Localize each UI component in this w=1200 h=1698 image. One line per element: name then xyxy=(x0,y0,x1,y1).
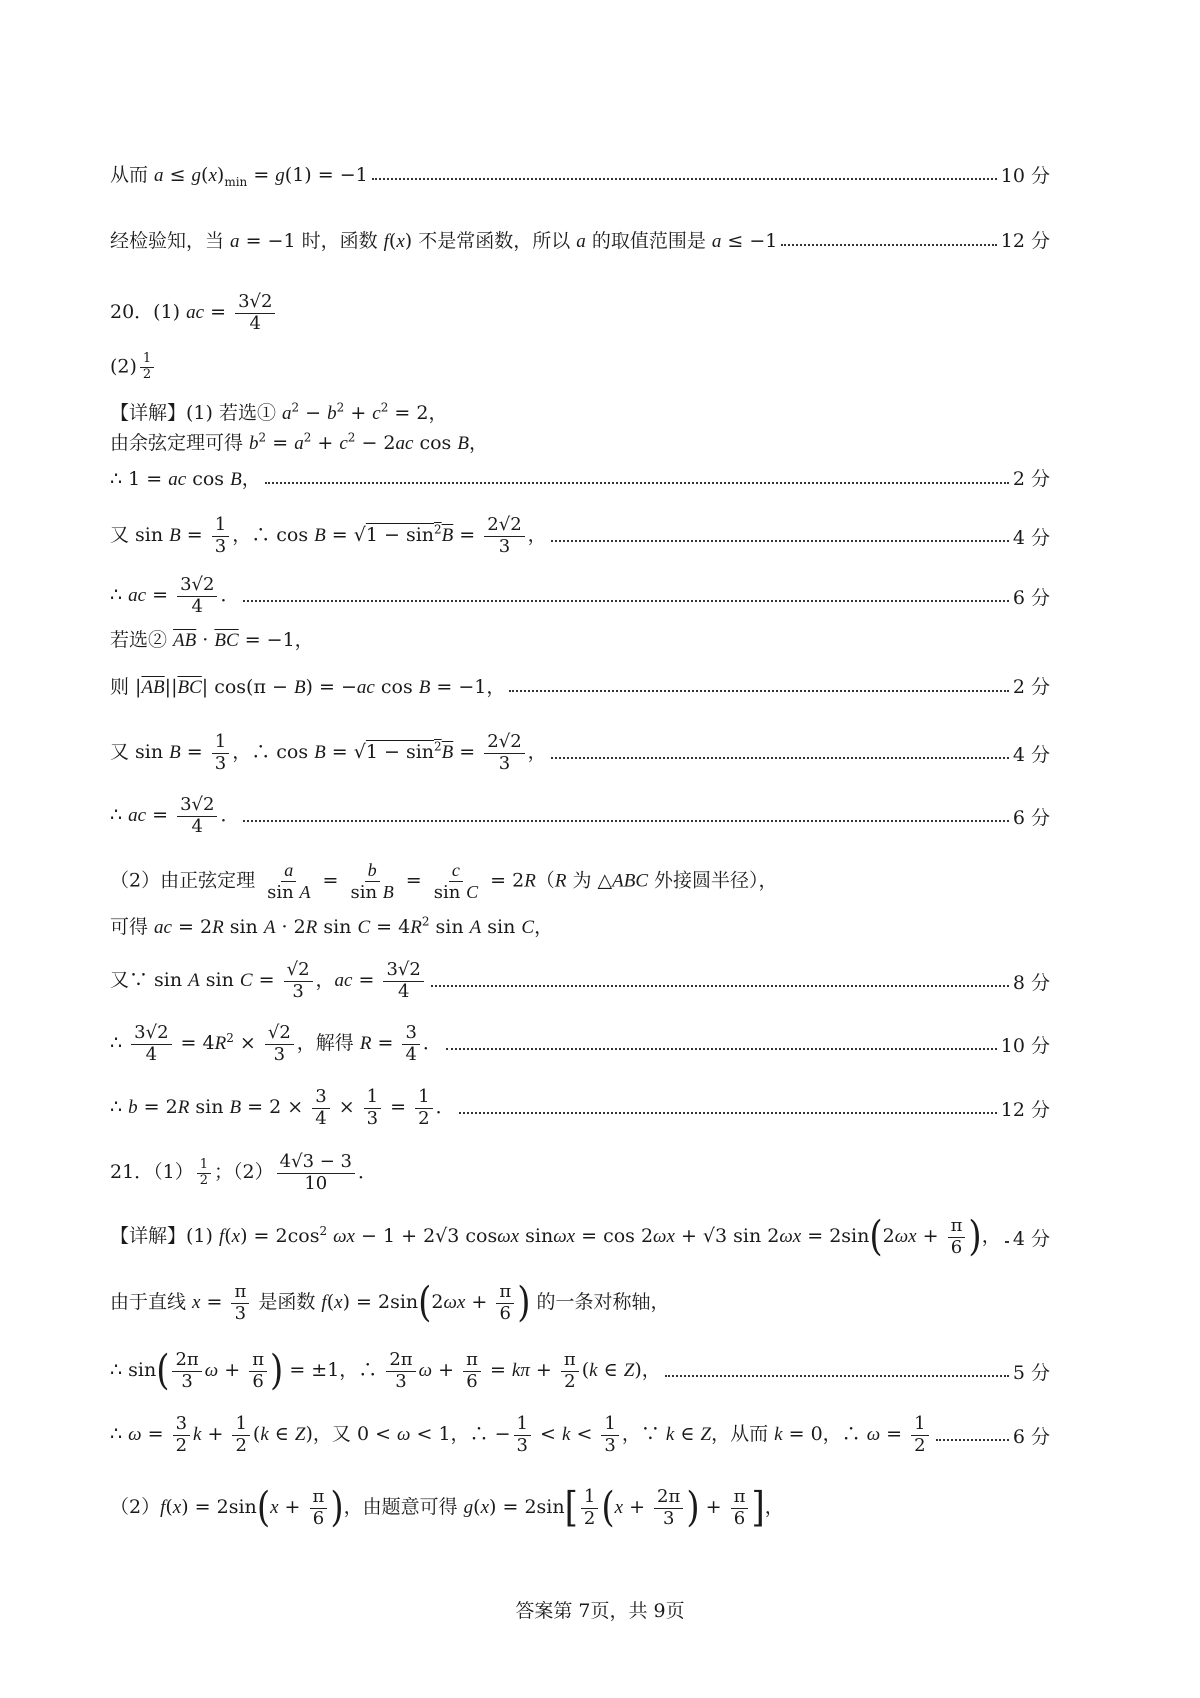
line-text: 由于直线 x = $\frac{\pi}{3}$ 是函数 f(x) = 2sin(2ωx + $\frac{\pi}{6}$ ) 的一条对称轴， xyxy=(110,1279,670,1328)
line-text: 则 $|\overline{AB}||\overline{BC}|$ cos(π − B) = −ac cos B = −1， xyxy=(110,676,506,698)
solution-line xyxy=(110,1213,1050,1262)
leader-dots xyxy=(431,985,1009,987)
solution-line xyxy=(110,732,1050,774)
solution-line xyxy=(110,160,1050,189)
leader-dots xyxy=(265,482,1009,484)
score-label: 12 分 xyxy=(1000,230,1050,252)
score-label: 8 分 xyxy=(1012,971,1050,994)
line-text: 20．(1) ac = $\frac{3√2}{4}$ xyxy=(110,292,278,334)
score-label: 6 分 xyxy=(1012,1425,1050,1448)
solution-line xyxy=(110,625,1050,652)
leader-dots xyxy=(459,1112,997,1114)
score-label: 2 分 xyxy=(1012,676,1050,698)
leader-dots xyxy=(243,600,1008,602)
line-text: ∴ ω = $\frac{3}{2}$ k + $\frac{1}{2}$ (k ∈ Z)，又 0 < ω < 1，∴ − $\frac{1}{3}$ < k < $\frac{1}{3}$ ，∵ k ∈ Z，从而 k = 0，∴ ω = $\frac{1}{2}$ xyxy=(110,1414,932,1456)
line-text: 又 sin B = $\frac{1}{3}$ ，∴ $\cos B = √1 - \sin^2B$ = $\frac{2√2}{3}$ ， xyxy=(110,514,547,557)
solution-line xyxy=(110,575,1050,617)
solution-line xyxy=(110,912,1050,939)
solution-line xyxy=(110,1484,1050,1533)
score-label: 10 分 xyxy=(1000,164,1050,187)
solution-line xyxy=(110,860,1050,903)
solution-line xyxy=(110,1087,1050,1129)
solution-line xyxy=(110,398,1050,425)
solution-line xyxy=(110,672,1050,699)
line-text: （2）f(x) = 2sin(x + $\frac{\pi}{6}$ )，由题意可得 g(x) = 2sin[ $\frac{1}{2}$ (x + $\frac{2\pi}{3}$ ) + $\frac{\pi}{6}$ ]， xyxy=(110,1484,784,1533)
line-text: 经检验知，当 a = −1 时，函数 f(x) 不是常函数，所以 a 的取值范围是 a ≤ −1 xyxy=(110,230,778,252)
leader-dots xyxy=(936,1439,1009,1441)
leader-dots xyxy=(243,820,1008,822)
score-label: 12 分 xyxy=(1000,1098,1050,1121)
solution-line xyxy=(110,1279,1050,1328)
line-text: 可得 ac = 2R sin A · 2R $\sin C = 4R^2$ sin A sin C， xyxy=(110,914,554,938)
solution-line xyxy=(110,464,1050,491)
solution-line xyxy=(110,226,1050,253)
score-label: 6 分 xyxy=(1012,586,1050,609)
line-text: ∴ 1 = ac cos B， xyxy=(110,468,261,490)
score-label: 6 分 xyxy=(1012,806,1050,829)
solution-line xyxy=(110,1023,1050,1065)
leader-dots xyxy=(509,690,1008,692)
line-text: 由余弦定理可得 $b^2 = a^2 + c^2 - 2ac$ cos B， xyxy=(110,430,488,454)
score-label: 4 分 xyxy=(1012,526,1050,549)
score-label: 4 分 xyxy=(1012,1227,1050,1250)
line-text: (2) $\frac{1}{2}$ xyxy=(110,352,157,383)
line-text: 21．（1） $\frac{1}{2}$ ；（2） $\frac{4√3 - 3}{10}$ ． xyxy=(110,1151,378,1194)
leader-dots xyxy=(781,244,996,246)
solution-line xyxy=(110,1414,1050,1456)
line-text: （2）由正弦定理 $\frac{a}{\text{sin A}}$ = $\frac{b}{\text{sin B}}$ = $\frac{c}{\text{sin C}}$ = 2R（R 为 △ABC 外接圆半径）， xyxy=(110,860,778,903)
solution-line xyxy=(110,352,1050,383)
page-footer: 答案第 7页，共 9页 xyxy=(515,1600,685,1622)
line-text: ∴ ac = $\frac{3√2}{4}$ ． xyxy=(110,794,240,837)
score-label: 10 分 xyxy=(1000,1034,1050,1057)
solution-line xyxy=(110,960,1050,1002)
score-label: 4 分 xyxy=(1012,743,1050,766)
line-text: ∴ ac = $\frac{3√2}{4}$ ． xyxy=(110,574,240,617)
line-text: 又∵ sin A sin C = $\frac{√2}{3}$ ，ac = $\frac{3√2}{4}$ xyxy=(110,960,427,1002)
leader-dots xyxy=(446,1048,997,1050)
line-text: 从而 $a \le g(x)_{min} = g(1) = -1$ xyxy=(110,164,368,189)
line-text: 【详解】(1) $f(x) = 2\cos^2$ ωx − 1 + 2√3 cosωx sinωx = cos 2ωx + √3 sin 2ωx = 2sin(2ωx + $\frac{\pi}{6}$ )， xyxy=(110,1213,1001,1262)
leader-dots xyxy=(665,1375,1009,1377)
line-text: 又 sin B = $\frac{1}{3}$ ，∴ $\cos B = √1 - \sin^2B$ = $\frac{2√2}{3}$ ， xyxy=(110,731,547,774)
score-label: 2 分 xyxy=(1012,468,1050,490)
solution-line xyxy=(110,292,1050,334)
solution-line xyxy=(110,1347,1050,1396)
line-text: 若选② $\overline{AB} \cdot \overline{BC} = -1$， xyxy=(110,629,314,651)
leader-dots xyxy=(1005,1241,1009,1243)
line-text: 【详解】(1) 若选① $a^2 - b^2 + c^2 = 2$， xyxy=(110,400,448,424)
line-text: ∴ sin( $\frac{2\pi}{3}$ ω + $\frac{\pi}{6}$ ) = ±1，∴ $\frac{2\pi}{3}$ ω + $\frac{\pi}{6}$ = kπ + $\frac{\pi}{2}$ (k ∈ Z)， xyxy=(110,1347,661,1396)
leader-dots xyxy=(551,540,1009,542)
solution-line xyxy=(110,428,1050,455)
score-label: 5 分 xyxy=(1012,1361,1050,1384)
leader-dots xyxy=(372,178,997,180)
solution-line xyxy=(110,795,1050,837)
line-text: ∴ $\frac{3√2}{4}$ = $4R^2$ × $\frac{√2}{3}$ ，解得 R = $\frac{3}{4}$ ． xyxy=(110,1022,442,1065)
solution-line xyxy=(110,515,1050,557)
solution-line xyxy=(110,1152,1050,1194)
leader-dots xyxy=(551,757,1009,759)
line-text: ∴ b = 2R sin B = 2 × $\frac{3}{4}$ × $\frac{1}{3}$ = $\frac{1}{2}$ ． xyxy=(110,1086,455,1129)
